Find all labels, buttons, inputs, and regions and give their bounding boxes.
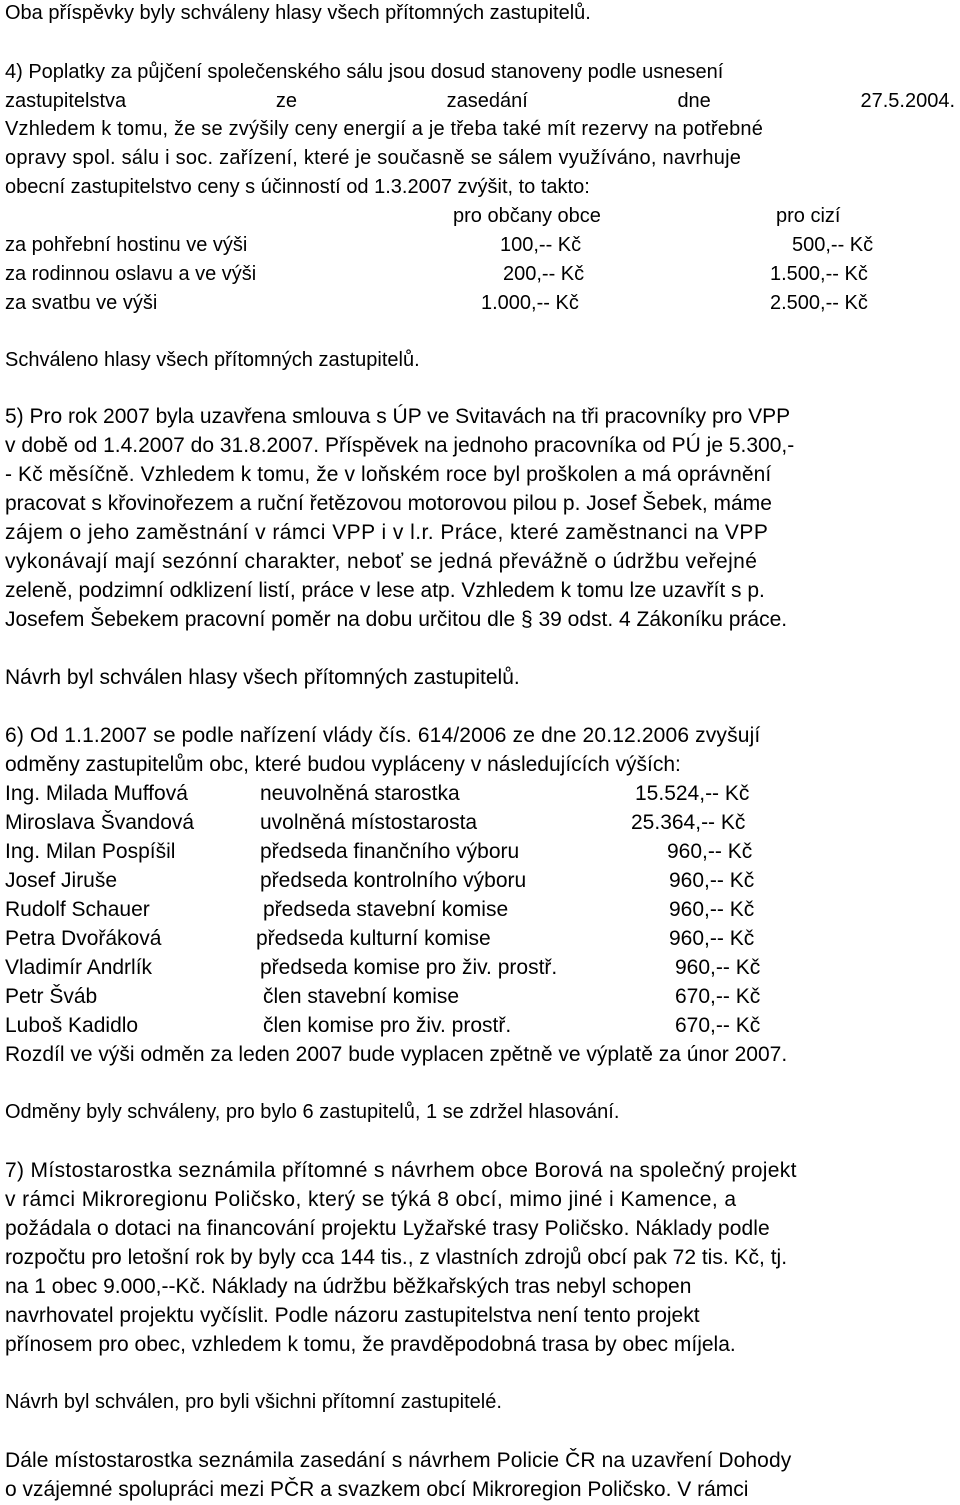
approval-line-previous: Oba příspěvky byly schváleny hlasy všech přítomných zastupitelů. bbox=[5, 2, 591, 24]
s5-approval: Návrh byl schválen hlasy všech přítomných zastupitelů. bbox=[5, 666, 520, 689]
s5-line: vykonávají mají sezónní charakter, neboť se jedná převážně o údržbu veřejné bbox=[5, 550, 758, 573]
price-row-residents: 1.000,-- Kč bbox=[481, 292, 579, 314]
reward-role: člen stavební komise bbox=[263, 985, 460, 1008]
reward-role: předseda stavební komise bbox=[263, 898, 509, 921]
s5-line: Josefem Šebekem pracovní poměr na dobu určitou dle § 39 odst. 4 Zákoníku práce. bbox=[5, 608, 788, 631]
s7-line: požádala o dotaci na financování projektu Lyžařské trasy Poličsko. Náklady podle bbox=[5, 1217, 770, 1240]
reward-role: předseda kulturní komise bbox=[256, 927, 491, 950]
reward-name: Ing. Milada Muffová bbox=[5, 782, 188, 805]
price-row-label: za svatbu ve výši bbox=[5, 292, 158, 314]
s4-line-1: 4) Poplatky za půjčení společenského sálu jsou dosud stanoveny podle usnesení bbox=[5, 61, 724, 83]
reward-amount: 670,-- Kč bbox=[675, 1014, 761, 1037]
price-row-others: 500,-- Kč bbox=[792, 234, 874, 256]
reward-role: předseda kontrolního výboru bbox=[260, 869, 527, 892]
price-row-label: za pohřební hostinu ve výši bbox=[5, 234, 248, 256]
reward-name: Petr Šváb bbox=[5, 985, 98, 1008]
reward-name: Josef Jiruše bbox=[5, 869, 118, 892]
reward-role: člen komise pro živ. prostř. bbox=[263, 1014, 512, 1037]
reward-amount: 960,-- Kč bbox=[669, 898, 755, 921]
s7-approval: Návrh byl schválen, pro byli všichni přítomní zastupitelé. bbox=[5, 1391, 502, 1413]
price-row-residents: 100,-- Kč bbox=[500, 234, 582, 256]
s5-line: pracovat s křovinořezem a ruční řetězovou motorovou pilou p. Josef Šebek, máme bbox=[5, 492, 772, 515]
s4-approval: Schváleno hlasy všech přítomných zastupitelů. bbox=[5, 349, 420, 371]
reward-name: Vladimír Andrlík bbox=[5, 956, 153, 979]
s7-line: přínosem pro obec, vzhledem k tomu, že pravděpodobná trasa by obec míjela. bbox=[5, 1333, 736, 1356]
reward-role: uvolněná místostarosta bbox=[260, 811, 478, 834]
s4-line-5: obecní zastupitelstvo ceny s účinností od 1.3.2007 zvýšit, to takto: bbox=[5, 176, 590, 198]
reward-role: předseda komise pro živ. prostř. bbox=[260, 956, 558, 979]
reward-name: Rudolf Schauer bbox=[5, 898, 150, 921]
s7-line: rozpočtu pro letošní rok by byly cca 144 tis., z vlastních zdrojů obcí pak 72 tis. Kč, tj. bbox=[5, 1246, 788, 1269]
reward-name: Luboš Kadidlo bbox=[5, 1014, 139, 1037]
s7-line: na 1 obec 9.000,--Kč. Náklady na údržbu běžkařských tras nebyl schopen bbox=[5, 1275, 692, 1298]
price-row-label: za rodinnou oslavu a ve výši bbox=[5, 263, 257, 285]
reward-role: předseda finančního výboru bbox=[260, 840, 520, 863]
s7-line: 7) Místostarostka seznámila přítomné s návrhem obce Borová na společný projekt bbox=[5, 1159, 797, 1182]
reward-role: neuvolněná starostka bbox=[260, 782, 460, 805]
s4-line-3: Vzhledem k tomu, že se zvýšily ceny energií a je třeba také mít rezervy na potřebné bbox=[5, 118, 764, 140]
price-row-others: 2.500,-- Kč bbox=[770, 292, 868, 314]
s5-line: zeleně, podzimní odklizení listí, práce v lese atp. Vzhledem k tomu lze uzavřít s p. bbox=[5, 579, 765, 602]
reward-name: Miroslava Švandová bbox=[5, 811, 195, 834]
reward-amount: 670,-- Kč bbox=[675, 985, 761, 1008]
s5-line: v době od 1.4.2007 do 31.8.2007. Příspěvek na jednoho pracovníka od PÚ je 5.300,- bbox=[5, 434, 795, 457]
s4-line-4: opravy spol. sálu i soc. zařízení, které je současně se sálem využíváno, navrhuje bbox=[5, 147, 742, 169]
reward-name: Ing. Milan Pospíšil bbox=[5, 840, 176, 863]
reward-amount: 15.524,-- Kč bbox=[635, 782, 750, 805]
price-row-residents: 200,-- Kč bbox=[503, 263, 585, 285]
final-line-1: Dále místostarostka seznámila zasedání s návrhem Policie ČR na uzavření Dohody bbox=[5, 1449, 792, 1472]
s5-line: zájem o jeho zaměstnání v rámci VPP i v l.r. Práce, které zaměstnanci na VPP bbox=[5, 521, 769, 544]
price-header-residents: pro občany obce bbox=[453, 205, 601, 227]
reward-name: Petra Dvořáková bbox=[5, 927, 162, 950]
price-header-others: pro cizí bbox=[776, 205, 841, 227]
price-row-others: 1.500,-- Kč bbox=[770, 263, 868, 285]
s6-approval: Odměny byly schváleny, pro bylo 6 zastupitelů, 1 se zdržel hlasování. bbox=[5, 1101, 620, 1123]
reward-amount: 960,-- Kč bbox=[667, 840, 753, 863]
reward-amount: 960,-- Kč bbox=[669, 869, 755, 892]
s4-line-2: zastupitelstva ze zasedání dne 27.5.2004. bbox=[5, 90, 955, 112]
reward-amount: 25.364,-- Kč bbox=[631, 811, 746, 834]
s6-line-1: 6) Od 1.1.2007 se podle nařízení vlády čís. 614/2006 ze dne 20.12.2006 zvyšují bbox=[5, 724, 761, 747]
s7-line: navrhovatel projektu vyčíslit. Podle názoru zastupitelstva není tento projekt bbox=[5, 1304, 700, 1327]
s6-diff: Rozdíl ve výši odměn za leden 2007 bude vyplacen zpětně ve výplatě za únor 2007. bbox=[5, 1043, 788, 1066]
s7-line: v rámci Mikroregionu Poličsko, který se týká 8 obcí, mimo jiné i Kamence, a bbox=[5, 1188, 737, 1211]
s6-line-2: odměny zastupitelům obc, které budou vypláceny v následujících výších: bbox=[5, 753, 681, 776]
final-line-2: o vzájemné spolupráci mezi PČR a svazkem obcí Mikroregion Poličsko. V rámci bbox=[5, 1478, 749, 1501]
reward-amount: 960,-- Kč bbox=[675, 956, 761, 979]
reward-amount: 960,-- Kč bbox=[669, 927, 755, 950]
s5-line: 5) Pro rok 2007 byla uzavřena smlouva s ÚP ve Svitavách na tři pracovníky pro VPP bbox=[5, 405, 791, 428]
s5-line: - Kč měsíčně. Vzhledem k tomu, že v loňském roce byl proškolen a má oprávnění bbox=[5, 463, 772, 486]
